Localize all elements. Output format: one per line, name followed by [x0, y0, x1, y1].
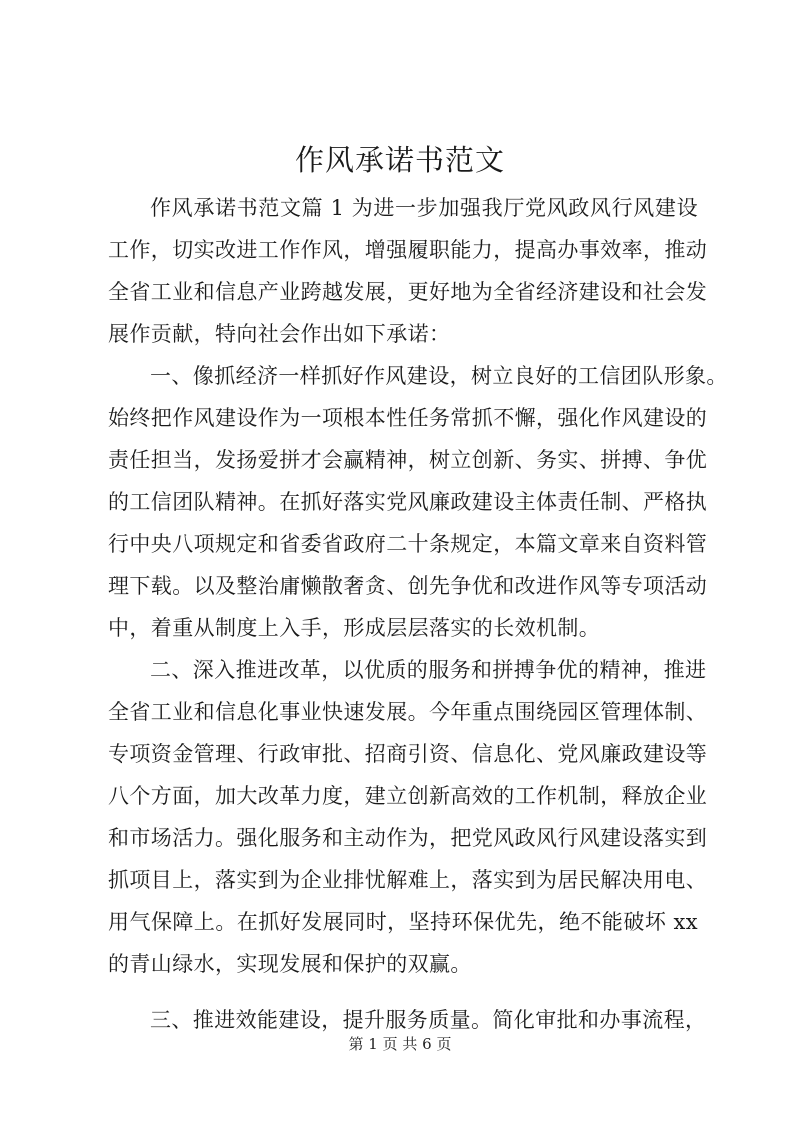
text-line: 的工信团队精神。在抓好落实党风廉政建设主体责任制、严格执: [108, 490, 708, 514]
text-line: 展作贡献，特向社会作出如下承诺：: [108, 322, 451, 346]
text-line: 中，着重从制度上入手，形成层层落实的长效机制。: [108, 616, 601, 640]
text-line: 责任担当，发扬爱拼才会赢精神，树立创新、务实、拼搏、争优: [108, 448, 708, 472]
text-line: 全省工业和信息化事业快速发展。今年重点围绕园区管理体制、: [108, 700, 708, 724]
paragraph-spacer: [108, 985, 698, 999]
text-line: 的青山绿水，实现发展和保护的双赢。: [108, 952, 472, 976]
text-line: 作风承诺书范文篇 1 为进一步加强我厅党风政风行风建设: [150, 196, 698, 220]
text-line: 始终把作风建设作为一项根本性任务常抓不懈，强化作风建设的: [108, 406, 708, 430]
text-line: 八个方面，加大改革力度，建立创新高效的工作机制，释放企业: [108, 784, 708, 808]
text-line: 理下载。以及整治庸懒散奢贪、创先争优和改进作风等专项活动: [108, 574, 708, 598]
text-line: 一、像抓经济一样抓好作风建设，树立良好的工信团队形象。: [150, 364, 728, 388]
document-body: [108, 187, 728, 1041]
paragraph: [108, 187, 708, 355]
page-number-footer: 第 1 页 共 6 页: [348, 1035, 452, 1053]
paragraph: [108, 355, 728, 649]
text-line: 三、推进效能建设，提升服务质量。简化审批和办事流程，: [150, 1008, 707, 1032]
text-line: 二、深入推进改革，以优质的服务和拼搏争优的精神，推进: [150, 658, 707, 682]
text-line: 工作，切实改进工作作风，增强履职能力，提高办事效率，推动: [108, 238, 708, 262]
text-line: 行中央八项规定和省委省政府二十条规定，本篇文章来自资料管: [108, 532, 708, 556]
text-line: 和市场活力。强化服务和主动作为，把党风政风行风建设落实到: [108, 826, 708, 850]
text-line: 专项资金管理、行政审批、招商引资、信息化、党风廉政建设等: [108, 742, 708, 766]
text-line: 抓项目上，落实到为企业排忧解难上，落实到为居民解决用电、: [108, 868, 708, 892]
document-title: 作风承诺书范文: [294, 143, 505, 177]
paragraph: [108, 649, 708, 985]
text-line: 用气保障上。在抓好发展同时，坚持环保优先，绝不能破坏 xx: [108, 910, 698, 934]
text-line: 全省工业和信息产业跨越发展，更好地为全省经济建设和社会发: [108, 280, 708, 304]
